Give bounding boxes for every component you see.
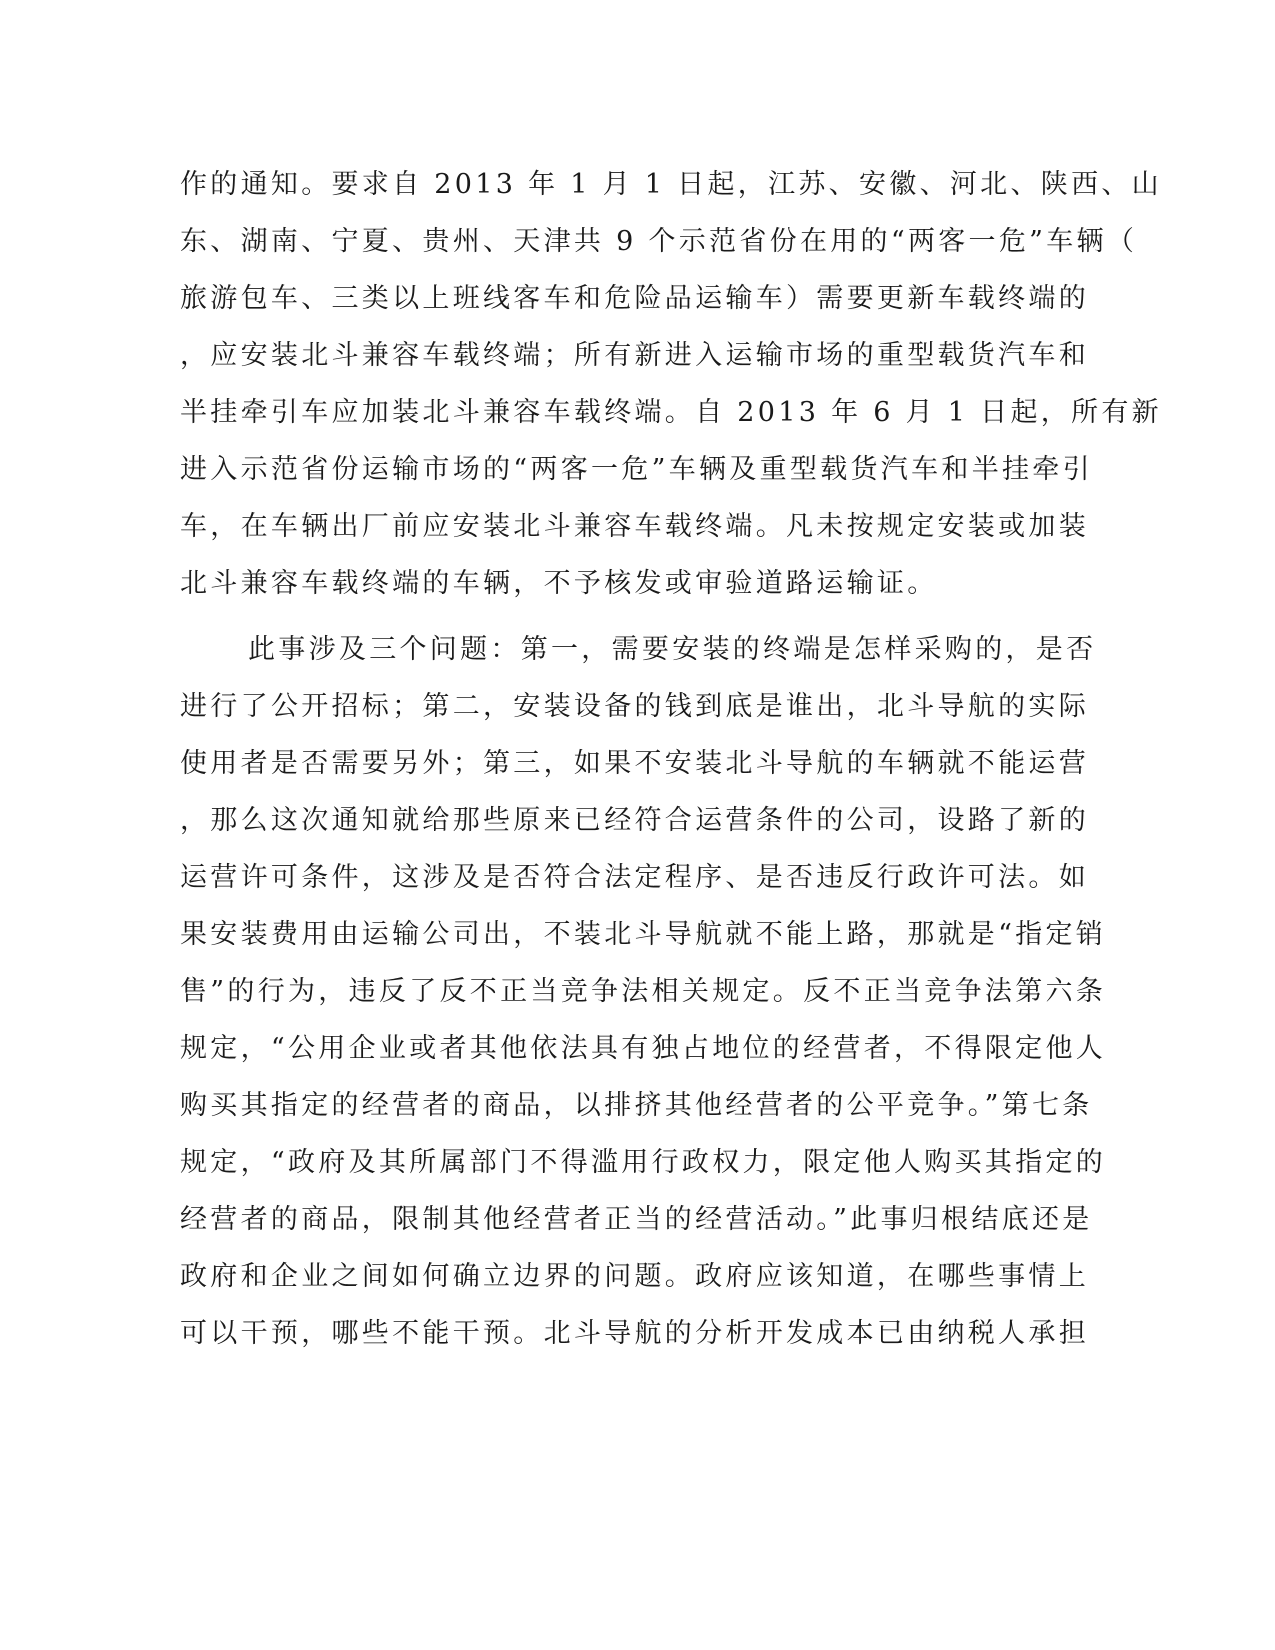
- text-line: 政府和企业之间如何确立边界的问题。政府应该知道，在哪些事情上: [180, 1261, 1089, 1292]
- text-line: 规定，“公用企业或者其他依法具有独占地位的经营者，不得限定他人: [180, 1033, 1107, 1064]
- text-line: 售”的行为，违反了反不正当竞争法相关规定。反不正当竞争法第六条: [180, 976, 1107, 1007]
- text-line: 可以干预，哪些不能干预。北斗导航的分析开发成本已由纳税人承担: [180, 1318, 1089, 1349]
- text-line: ，应安装北斗兼容车载终端；所有新进入运输市场的重型载货汽车和: [180, 340, 1089, 371]
- text-line: 车，在车辆出厂前应安装北斗兼容车载终端。凡未按规定安装或加装: [180, 511, 1089, 542]
- text-line: ，那么这次通知就给那些原来已经符合运营条件的公司，设路了新的: [180, 805, 1089, 836]
- text-line: 东、湖南、宁夏、贵州、天津共 9 个示范省份在用的“两客一危”车辆（: [180, 226, 1138, 257]
- text-line: 使用者是否需要另外；第三，如果不安装北斗导航的车辆就不能运营: [180, 748, 1089, 779]
- text-line: 运营许可条件，这涉及是否符合法定程序、是否违反行政许可法。如: [180, 862, 1089, 893]
- text-line: 规定，“政府及其所属部门不得滥用行政权力，限定他人购买其指定的: [180, 1147, 1107, 1178]
- text-line: 作的通知。要求自 2013 年 1 月 1 日起，江苏、安徽、河北、陕西、山: [180, 169, 1162, 200]
- text-line: 半挂牵引车应加装北斗兼容车载终端。自 2013 年 6 月 1 日起，所有新: [180, 397, 1162, 428]
- text-line: 进入示范省份运输市场的“两客一危”车辆及重型载货汽车和半挂牵引: [180, 454, 1093, 485]
- text-line: 购买其指定的经营者的商品，以排挤其他经营者的公平竞争。”第七条: [180, 1090, 1093, 1121]
- text-line: 进行了公开招标；第二，安装设备的钱到底是谁出，北斗导航的实际: [180, 691, 1089, 722]
- text-line-first-indented: 此事涉及三个问题：第一，需要安装的终端是怎样采购的，是否: [248, 634, 1097, 665]
- text-line: 旅游包车、三类以上班线客车和危险品运输车）需要更新车载终端的: [180, 283, 1089, 314]
- text-line: 果安装费用由运输公司出，不装北斗导航就不能上路，那就是“指定销: [180, 919, 1107, 950]
- text-line: 北斗兼容车载终端的车辆，不予核发或审验道路运输证。: [180, 568, 938, 599]
- text-line: 经营者的商品，限制其他经营者正当的经营活动。”此事归根结底还是: [180, 1204, 1093, 1235]
